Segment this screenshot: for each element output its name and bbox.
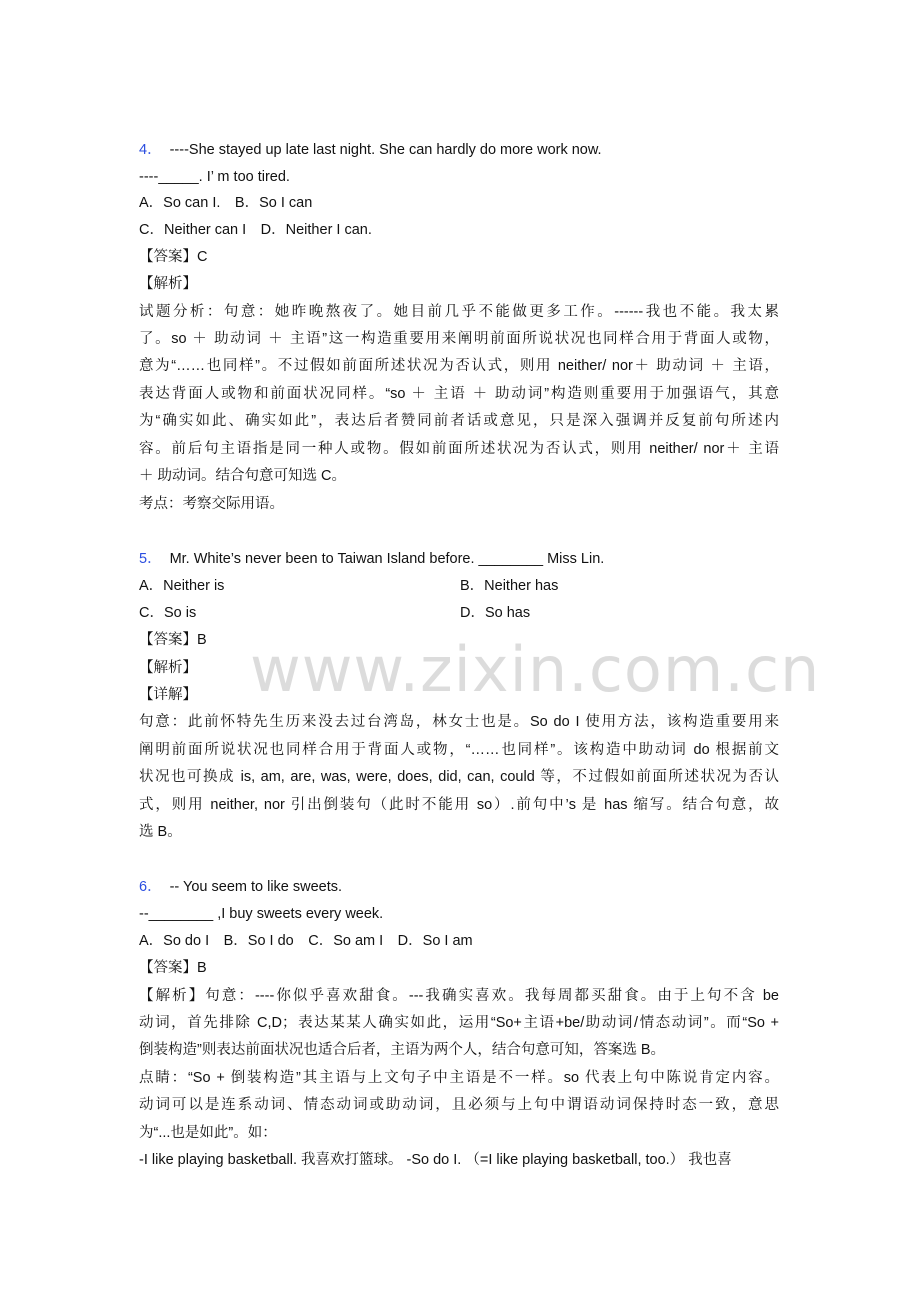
question-number: 6． xyxy=(139,879,162,895)
analysis-line: 了。so ＋ 助动词 ＋ 主语”这一构造重要用来阐明前面所说状况也同样合用于背面人或物， xyxy=(139,331,779,347)
question-6-options: A．So do I B．So I do C．So am I D．So I am xyxy=(139,933,473,949)
analysis-line: 动词可以是连系动词、情态动词或助动词，且必须与上句中谓语动词保持时态一致，意思 xyxy=(139,1097,779,1113)
option-c: C．So is xyxy=(139,605,197,621)
analysis-line: 【解析】句意：----你似乎喜欢甜食。---我确实喜欢。我每周都买甜食。由于上句不含 be xyxy=(139,988,779,1004)
question-4-kaodian: 考点：考察交际用语。 xyxy=(139,496,284,512)
analysis-line: 点睛：“So + 倒装构造”其主语与上文句子中主语是不一样。so 代表上句中陈说肯定内容。 xyxy=(139,1070,779,1086)
analysis-line: 动词，首先排除 C,D；表达某某人确实如此，运用“So+主语+be/助动词/情态动词”。而“So + xyxy=(139,1015,779,1031)
analysis-line: 倒装构造”则表达前面状况也适合后者，主语为两个人，结合句意可知，答案选 B。 xyxy=(139,1042,666,1058)
option-d: D．So has xyxy=(460,605,531,621)
stem-text: ----She stayed up late last night. She can hardly do more work now. xyxy=(169,142,602,158)
option-b: B．Neither has xyxy=(460,578,559,594)
question-5-detail-label: 【详解】 xyxy=(139,687,197,703)
watermark: www.zixin.com.cn xyxy=(250,633,821,706)
analysis-line: 为“确实如此、确实如此”，表达后者赞同前者话或意见，只是深入强调并反复前句所述内 xyxy=(139,413,779,429)
question-4-options-1: A．So can I. B．So I can xyxy=(139,195,313,211)
stem-text: -- You seem to like sweets. xyxy=(169,879,343,895)
question-4-stem-2: ----_____. I’ m too tired. xyxy=(139,169,290,185)
question-5-stem xyxy=(139,548,779,570)
question-5-answer: 【答案】B xyxy=(139,632,207,648)
question-6-stem xyxy=(139,876,779,898)
question-5-analysis-label: 【解析】 xyxy=(139,660,197,676)
question-4-options-2: C．Neither can I D．Neither I can. xyxy=(139,222,372,238)
analysis-line: 试题分析：句意：她昨晚熬夜了。她目前几乎不能做更多工作。------我也不能。我太累 xyxy=(139,304,779,320)
detail-line: 式，则用 neither, nor 引出倒装句（此时不能用 so）.前句中’s 是 has 缩写。结合句意，故 xyxy=(139,797,779,813)
question-6-stem-2: --________ ,I buy sweets every week. xyxy=(139,906,384,922)
question-6-answer: 【答案】B xyxy=(139,960,207,976)
question-number: 5． xyxy=(139,551,162,567)
detail-line: 阐明前面所说状况也同样合用于背面人或物，“……也同样”。该构造中助动词 do 根据前文 xyxy=(139,742,779,758)
stem-text: Mr. White’s never been to Taiwan Island before. ________ Miss Lin. xyxy=(169,551,605,567)
analysis-line: ＋ 助动词。结合句意可知选 C。 xyxy=(139,468,347,484)
analysis-line: 容。前后句主语指是同一种人或物。假如前面所述状况为否认式，则用 neither/ nor＋ 主语 xyxy=(139,441,779,457)
question-4-analysis-label: 【解析】 xyxy=(139,276,197,292)
analysis-line: 为“...也是如此”。如： xyxy=(139,1125,277,1141)
question-4-answer: 【答案】C xyxy=(139,249,208,265)
analysis-line: -I like playing basketball. 我喜欢打篮球。 -So do I. （=I like playing basketball, too.） 我也喜 xyxy=(139,1152,732,1168)
detail-line: 句意：此前怀特先生历来没去过台湾岛，林女士也是。So do I 使用方法，该构造重要用来 xyxy=(139,714,779,730)
question-4-stem xyxy=(139,139,779,161)
option-a: A．Neither is xyxy=(139,578,225,594)
question-number: 4． xyxy=(139,142,162,158)
detail-line: 状况也可换成 is, am, are, was, were, does, did, can, could 等，不过假如前面所述状况为否认 xyxy=(139,769,779,785)
analysis-line: 意为“……也同样”。不过假如前面所述状况为否认式，则用 neither/ nor＋ 助动词 ＋ 主语， xyxy=(139,358,779,374)
detail-line: 选 B。 xyxy=(139,824,182,840)
analysis-line: 表达背面人或物和前面状况同样。“so ＋ 主语 ＋ 助动词”构造则重要用于加强语气，其意 xyxy=(139,386,779,402)
